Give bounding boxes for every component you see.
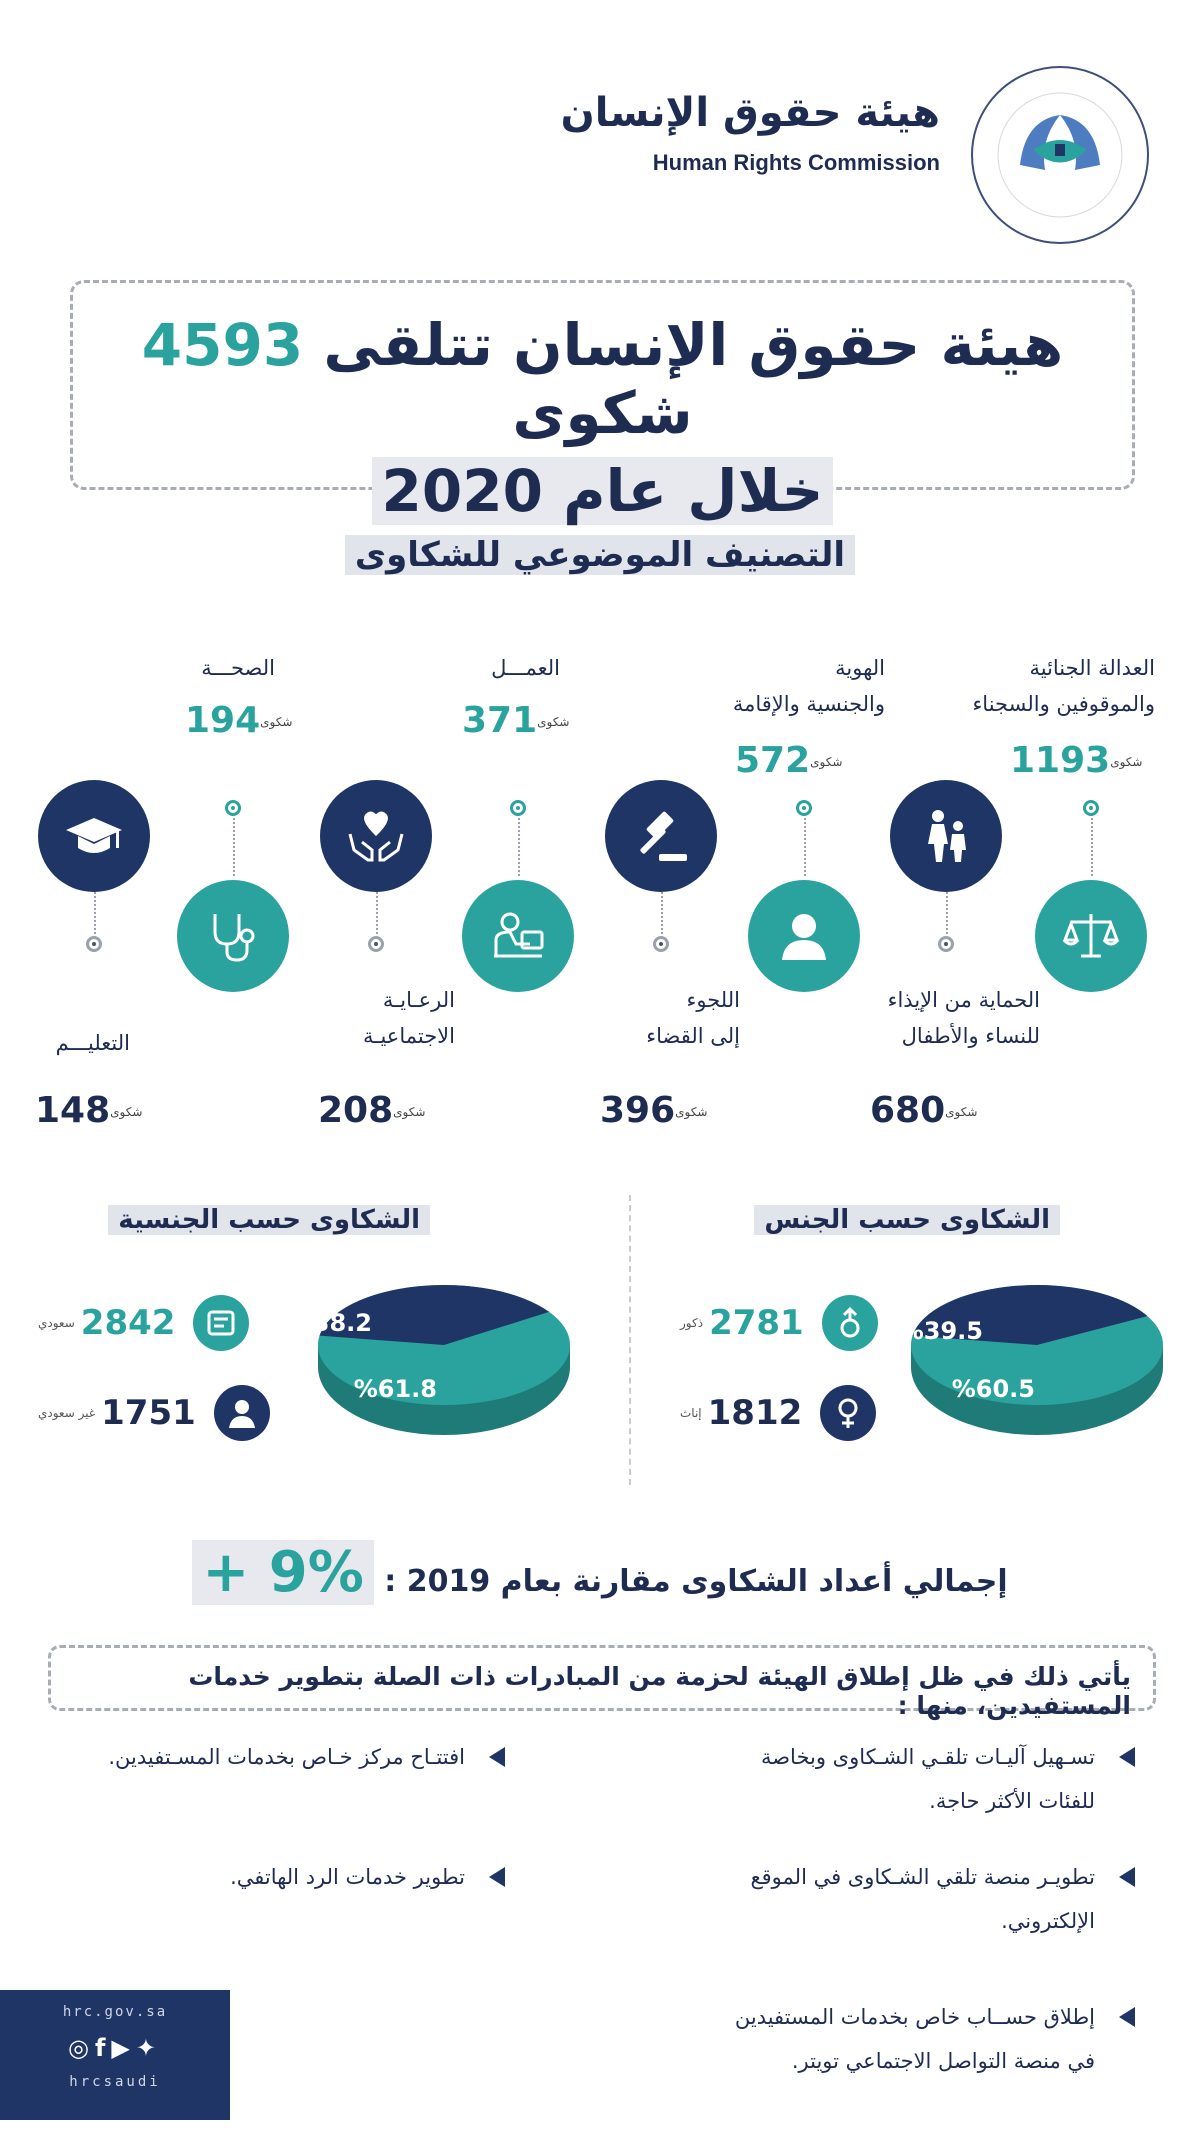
- count-value: 371: [462, 700, 538, 741]
- connector-line: [518, 818, 520, 876]
- businessman-icon: [214, 1385, 270, 1441]
- stat-unit: غير سعودي: [38, 1406, 96, 1420]
- label-line: والجنسية والإقامة: [732, 692, 885, 716]
- item-text: للفئات الأكثر حاجة.: [929, 1789, 1095, 1813]
- brand-name-english: Human Rights Commission: [652, 150, 940, 175]
- stat-saudi: [38, 1295, 249, 1351]
- category-count-education: [35, 1090, 146, 1131]
- category-circle-social: [320, 780, 432, 892]
- graduation-cap-icon: [62, 804, 126, 868]
- comparison-percent: + 9%: [192, 1540, 374, 1605]
- label-line: الصحـــة: [201, 656, 275, 680]
- item-text: تطوير خدمات الرد الهاتفي.: [230, 1865, 465, 1889]
- initiatives-intro: [48, 1645, 1156, 1720]
- category-label-protection: [888, 982, 1040, 1054]
- stat-nonsaudi: [38, 1385, 270, 1441]
- nationality-pie-chart: [288, 1285, 577, 1445]
- stat-value: 1812: [707, 1393, 803, 1433]
- category-label-work: [491, 650, 560, 686]
- nationality-heading: [108, 1205, 430, 1235]
- count-value: 572: [735, 740, 811, 781]
- category-circle-health: [177, 880, 289, 992]
- category-circle-judiciary: [605, 780, 717, 892]
- brand-name-arabic: هيئة حقوق الإنسان: [560, 90, 940, 136]
- subtitle-text: خلال عام 2020: [372, 457, 834, 525]
- item-text: الإلكتروني.: [1001, 1909, 1095, 1933]
- categories-heading-text: التصنيف الموضوعي للشكاوى: [345, 535, 855, 575]
- label-line: إلى القضاء: [646, 1024, 740, 1048]
- initiative-item: [35, 1735, 465, 1779]
- stat-unit: إناث: [680, 1406, 702, 1420]
- connector-line: [233, 818, 235, 876]
- youtube-icon[interactable]: ▶: [111, 2034, 136, 2062]
- stat-unit: سعودي: [38, 1316, 75, 1330]
- category-circle-education: [38, 780, 150, 892]
- stat-value: 2781: [709, 1303, 804, 1343]
- category-label-identity: [733, 650, 885, 722]
- comparison-text: إجمالي أعداد الشكاوى مقارنة بعام 2019 :: [373, 1564, 1008, 1599]
- stat-value: 1751: [101, 1393, 196, 1433]
- category-count-health: [185, 700, 296, 741]
- twitter-icon[interactable]: ✦: [135, 2034, 162, 2062]
- label-line: الرعـايـة: [382, 988, 455, 1012]
- item-text: تسـهيل آليـات تلقـي الشـكاوى وبخاصة: [760, 1745, 1095, 1769]
- category-count-protection: [870, 1090, 981, 1131]
- count-value: 1193: [1010, 740, 1111, 781]
- count-unit: شكوى: [260, 715, 293, 729]
- stat-male: [680, 1295, 878, 1351]
- bullet-arrow-icon: [489, 1747, 505, 1767]
- count-unit: شكوى: [537, 715, 570, 729]
- connector-line: [1091, 818, 1093, 876]
- category-label-criminal: [972, 650, 1155, 722]
- id-card-icon: [193, 1295, 249, 1351]
- page-title: [73, 311, 1132, 447]
- initiative-item: [655, 1995, 1095, 2083]
- label-line: اللجوء: [686, 988, 740, 1012]
- instagram-icon[interactable]: ◎: [68, 2034, 95, 2062]
- connector-dot: [1083, 800, 1099, 816]
- connector-dot: [225, 800, 241, 816]
- bullet-arrow-icon: [1119, 1747, 1135, 1767]
- intro-text: يأتي ذلك في ظل إطلاق الهيئة لحزمة من المبادرات ذات الصلة بتطوير خدمات المستفيدين، منها :: [188, 1662, 1131, 1720]
- count-unit: شكوى: [945, 1105, 978, 1119]
- label-line: العدالة الجنائية: [1029, 656, 1155, 680]
- page-subtitle: [73, 457, 1132, 525]
- category-count-social: [318, 1090, 429, 1131]
- connector-line: [376, 892, 378, 934]
- count-value: 148: [35, 1090, 111, 1131]
- count-value: 680: [870, 1090, 946, 1131]
- nationality-heading-text: الشكاوى حسب الجنسية: [108, 1205, 430, 1235]
- label-line: العمـــل: [491, 656, 560, 680]
- item-text: في منصة التواصل الاجتماعي تويتر.: [791, 2049, 1095, 2073]
- stethoscope-icon: [201, 904, 265, 968]
- stat-unit: ذكور: [680, 1316, 704, 1330]
- categories-heading: [0, 535, 1200, 575]
- bullet-arrow-icon: [1119, 2007, 1135, 2027]
- category-count-criminal: [1010, 740, 1146, 781]
- category-label-health: [201, 650, 275, 686]
- social-handle: hrcsaudi: [69, 2074, 161, 2090]
- gender-heading-text: الشكاوى حسب الجنس: [754, 1205, 1060, 1235]
- heart-hands-icon: [344, 804, 408, 868]
- bullet-arrow-icon: [489, 1867, 505, 1887]
- connector-dot: [796, 800, 812, 816]
- connector-dot: [86, 936, 102, 952]
- connector-line: [94, 892, 96, 934]
- label-line: التعليـــم: [55, 1031, 130, 1055]
- count-unit: شكوى: [393, 1105, 426, 1119]
- title-number: 4593: [141, 311, 304, 379]
- category-circle-work: [462, 880, 574, 992]
- label-line: الهوية: [835, 656, 885, 680]
- female-icon: [820, 1385, 876, 1441]
- label-line: للنساء والأطفال: [901, 1024, 1040, 1048]
- bullet-arrow-icon: [1119, 1867, 1135, 1887]
- category-label-education: [56, 1025, 130, 1061]
- footer: [0, 1990, 230, 2120]
- category-count-identity: [735, 740, 846, 781]
- gender-heading: [754, 1205, 1060, 1235]
- connector-dot: [938, 936, 954, 952]
- item-text: افتتـاح مركز خـاص بخدمات المسـتفيدين.: [108, 1745, 465, 1769]
- social-icons: [0, 2034, 230, 2062]
- count-value: 194: [185, 700, 261, 741]
- item-text: تطويـر منصة تلقي الشـكاوى في الموقع: [750, 1865, 1095, 1889]
- connector-line: [661, 892, 663, 934]
- category-count-work: [462, 700, 573, 741]
- comparison-line: [0, 1540, 1200, 1605]
- gender-pie-chart: [899, 1285, 1170, 1445]
- stat-value: 2842: [80, 1303, 176, 1343]
- count-unit: شكوى: [675, 1105, 708, 1119]
- logo: [965, 60, 1155, 250]
- pie-label-small: %38.2: [288, 1309, 372, 1337]
- section-divider: [629, 1195, 631, 1485]
- pie-label-large: %60.5: [951, 1375, 1035, 1403]
- stat-female: [680, 1385, 876, 1441]
- title-suffix: شكوى: [512, 379, 693, 447]
- website-link[interactable]: hrc.gov.sa: [62, 2004, 168, 2020]
- label-line: الحماية من الإيذاء: [887, 988, 1040, 1012]
- title-prefix: هيئة حقوق الإنسان تتلقى: [303, 311, 1064, 379]
- connector-dot: [510, 800, 526, 816]
- family-icon: [914, 804, 978, 868]
- connector-dot: [368, 936, 384, 952]
- connector-line: [804, 818, 806, 876]
- label-line: الاجتماعيـة: [363, 1024, 455, 1048]
- count-value: 396: [600, 1090, 676, 1131]
- initiative-item: [35, 1855, 465, 1899]
- category-label-judiciary: [646, 982, 740, 1054]
- count-value: 208: [318, 1090, 394, 1131]
- scales-icon: [1059, 904, 1123, 968]
- pie-label-large: %61.8: [353, 1375, 437, 1403]
- pie-label-small: %39.5: [899, 1317, 983, 1345]
- male-icon: [822, 1295, 878, 1351]
- initiative-item: [655, 1855, 1095, 1943]
- connector-line: [946, 892, 948, 934]
- facebook-icon[interactable]: f: [94, 2034, 112, 2062]
- item-text: إطلاق حســاب خاص بخدمات المستفيدين: [734, 2005, 1095, 2029]
- count-unit: شكوى: [1110, 755, 1143, 769]
- person-icon: [772, 904, 836, 968]
- worker-icon: [486, 904, 550, 968]
- header: [0, 50, 1200, 250]
- gavel-icon: [629, 804, 693, 868]
- category-label-social: [363, 982, 455, 1054]
- category-circle-protection: [890, 780, 1002, 892]
- count-unit: شكوى: [810, 755, 843, 769]
- count-unit: شكوى: [110, 1105, 143, 1119]
- title-box: [70, 280, 1135, 525]
- connector-dot: [653, 936, 669, 952]
- category-circle-identity: [748, 880, 860, 992]
- label-line: والموقوفين والسجناء: [972, 692, 1155, 716]
- category-count-judiciary: [600, 1090, 711, 1131]
- category-circle-criminal: [1035, 880, 1147, 992]
- initiative-item: [655, 1735, 1095, 1823]
